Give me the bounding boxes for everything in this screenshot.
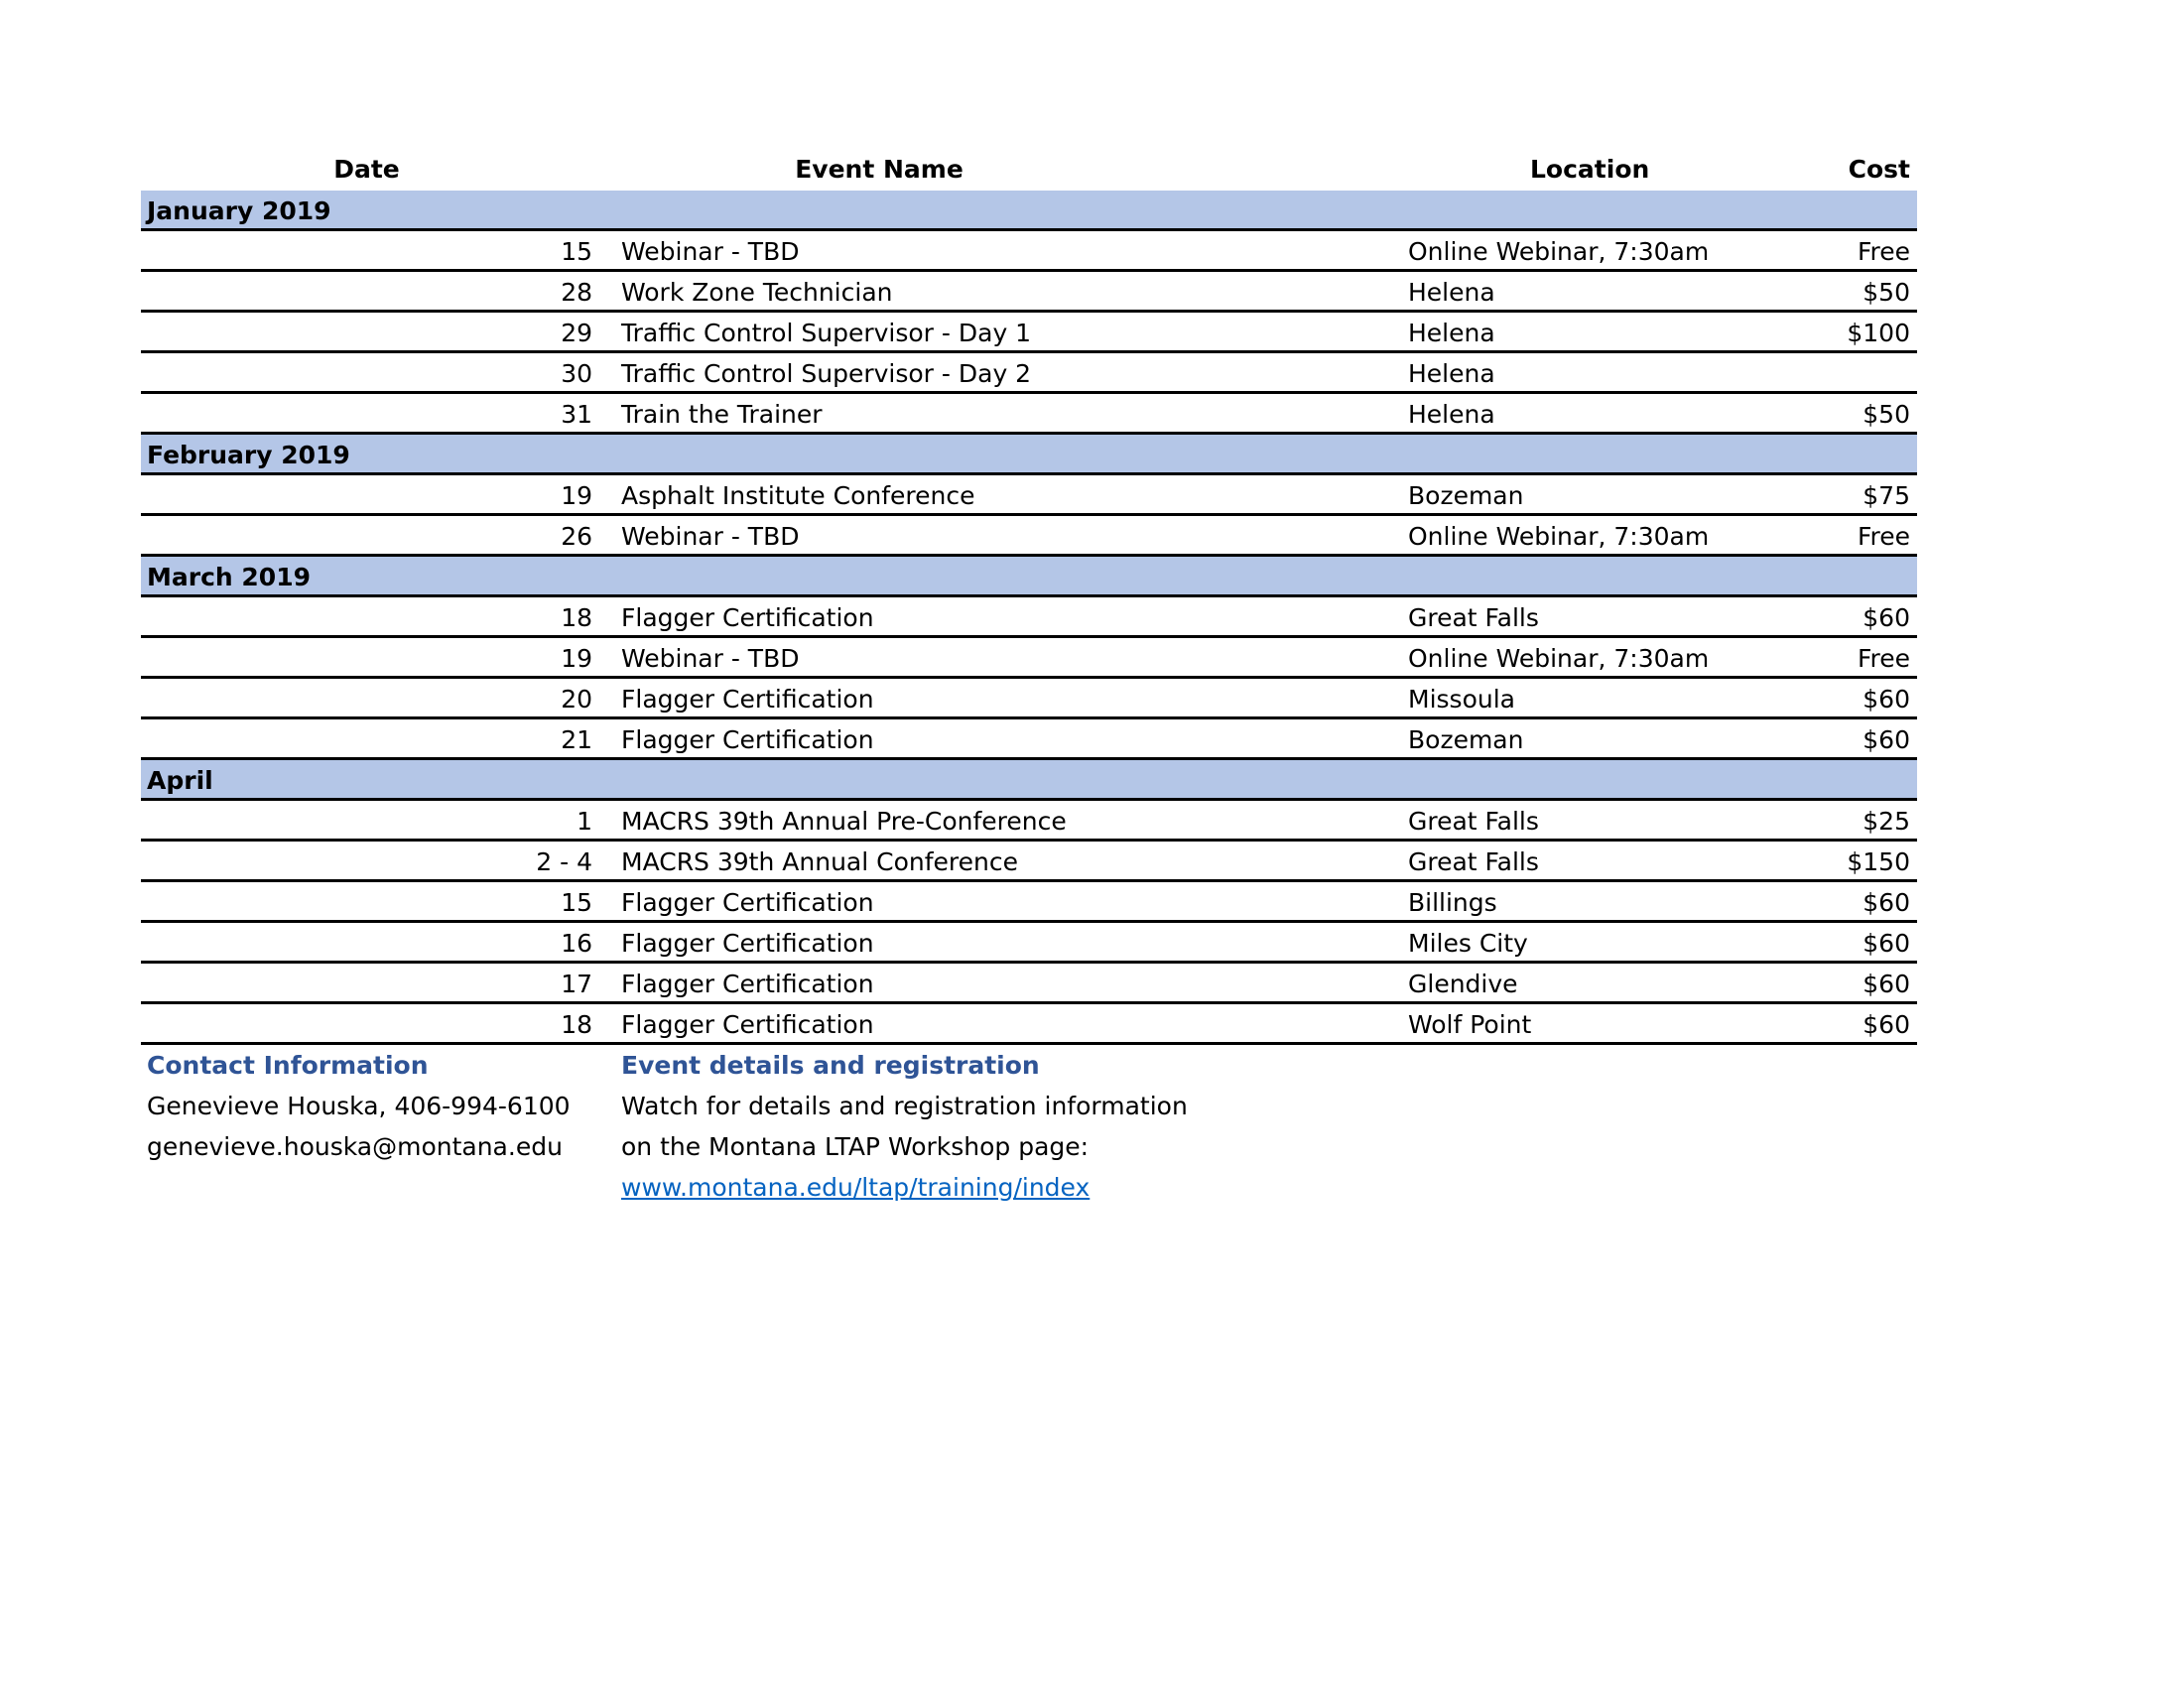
- month-label: January 2019: [147, 196, 331, 225]
- event-row: [141, 801, 1917, 842]
- event-date: 16: [561, 929, 592, 958]
- event-row: [141, 394, 1917, 435]
- event-name: Asphalt Institute Conference: [621, 481, 975, 510]
- event-cost: $60: [1863, 970, 1910, 998]
- event-row: [141, 475, 1917, 516]
- event-location: Helena: [1408, 359, 1495, 388]
- event-name: Traffic Control Supervisor - Day 1: [621, 319, 1032, 347]
- event-date: 1: [577, 807, 592, 836]
- event-name: Traffic Control Supervisor - Day 2: [621, 359, 1032, 388]
- event-row: [141, 964, 1917, 1004]
- event-cost: $60: [1863, 1010, 1910, 1039]
- event-date: 19: [561, 481, 592, 510]
- event-row: [141, 516, 1917, 557]
- event-row: [141, 679, 1917, 719]
- event-location: Online Webinar, 7:30am: [1408, 522, 1710, 551]
- month-section-row: [141, 557, 1917, 597]
- event-location: Online Webinar, 7:30am: [1408, 644, 1710, 673]
- event-cost: Free: [1857, 644, 1910, 673]
- event-name: Flagger Certification: [621, 1010, 874, 1039]
- event-date: 17: [561, 970, 592, 998]
- event-name: Work Zone Technician: [621, 278, 893, 307]
- event-cost: [1768, 353, 1910, 391]
- event-location: Wolf Point: [1408, 1010, 1532, 1039]
- event-location: Missoula: [1408, 685, 1515, 714]
- schedule-rows: [141, 191, 1917, 1045]
- event-date: 26: [561, 522, 592, 551]
- event-date: 28: [561, 278, 592, 307]
- event-row: [141, 272, 1917, 313]
- workshop-page-link[interactable]: www.montana.edu/ltap/training/index: [621, 1173, 1091, 1202]
- event-name: MACRS 39th Annual Pre-Conference: [621, 807, 1067, 836]
- date-column-header: Date: [333, 155, 400, 184]
- contact-email[interactable]: genevieve.houska@montana.edu: [147, 1132, 563, 1161]
- event-name: MACRS 39th Annual Conference: [621, 847, 1018, 876]
- event-date: 20: [561, 685, 592, 714]
- event-location: Helena: [1408, 400, 1495, 429]
- event-row: [141, 923, 1917, 964]
- location-column-header: Location: [1530, 155, 1650, 184]
- event-name: Webinar - TBD: [621, 644, 800, 673]
- event-cost: $60: [1863, 685, 1910, 714]
- event-name: Flagger Certification: [621, 970, 874, 998]
- event-location: Helena: [1408, 319, 1495, 347]
- event-date: 19: [561, 644, 592, 673]
- event-row: [141, 313, 1917, 353]
- event-cost: $60: [1863, 725, 1910, 754]
- month-label: March 2019: [147, 563, 311, 591]
- event-date: 30: [561, 359, 592, 388]
- event-location: Billings: [1408, 888, 1497, 917]
- event-date: 2 - 4: [536, 847, 592, 876]
- event-name: Flagger Certification: [621, 929, 874, 958]
- contact-heading: Contact Information: [147, 1051, 429, 1080]
- registration-line-2: on the Montana LTAP Workshop page:: [621, 1132, 1090, 1161]
- month-section-row: [141, 435, 1917, 475]
- event-date: 31: [561, 400, 592, 429]
- event-location: Bozeman: [1408, 725, 1524, 754]
- event-name-column-header: Event Name: [795, 155, 964, 184]
- event-name: Train the Trainer: [621, 400, 823, 429]
- event-location: Miles City: [1408, 929, 1528, 958]
- footer-info: [141, 1045, 1917, 1214]
- event-cost: Free: [1857, 522, 1910, 551]
- event-location: Great Falls: [1408, 807, 1539, 836]
- event-cost: $50: [1863, 278, 1910, 307]
- event-row: [141, 231, 1917, 272]
- event-row: [141, 353, 1917, 394]
- event-date: 21: [561, 725, 592, 754]
- event-date: 18: [561, 603, 592, 632]
- event-location: Glendive: [1408, 970, 1518, 998]
- event-schedule-table: [141, 149, 1917, 1214]
- event-cost: $60: [1863, 929, 1910, 958]
- event-location: Online Webinar, 7:30am: [1408, 237, 1710, 266]
- event-date: 18: [561, 1010, 592, 1039]
- event-date: 15: [561, 888, 592, 917]
- registration-section: [621, 1045, 1188, 1208]
- event-cost: Free: [1857, 237, 1910, 266]
- event-cost: $25: [1863, 807, 1910, 836]
- event-row: [141, 882, 1917, 923]
- registration-heading: Event details and registration: [621, 1051, 1040, 1080]
- month-section-row: [141, 191, 1917, 231]
- event-name: Flagger Certification: [621, 888, 874, 917]
- registration-line-1: Watch for details and registration information: [621, 1092, 1188, 1120]
- event-row: [141, 719, 1917, 760]
- month-label: April: [147, 766, 213, 795]
- event-cost: $60: [1863, 603, 1910, 632]
- event-row: [141, 1004, 1917, 1045]
- event-name: Flagger Certification: [621, 685, 874, 714]
- event-location: Bozeman: [1408, 481, 1524, 510]
- event-cost: $75: [1863, 481, 1910, 510]
- event-row: [141, 597, 1917, 638]
- event-location: Great Falls: [1408, 847, 1539, 876]
- event-name: Flagger Certification: [621, 603, 874, 632]
- contact-name-phone: Genevieve Houska, 406-994-6100: [147, 1092, 571, 1120]
- month-label: February 2019: [147, 441, 350, 469]
- event-cost: $50: [1863, 400, 1910, 429]
- event-location: Great Falls: [1408, 603, 1539, 632]
- event-row: [141, 638, 1917, 679]
- cost-column-header: Cost: [1848, 155, 1910, 184]
- contact-section: [147, 1045, 571, 1167]
- event-date: 15: [561, 237, 592, 266]
- month-section-row: [141, 760, 1917, 801]
- table-header-row: [141, 149, 1917, 191]
- event-cost: $60: [1863, 888, 1910, 917]
- event-cost: $100: [1847, 319, 1910, 347]
- event-name: Webinar - TBD: [621, 237, 800, 266]
- event-cost: $150: [1847, 847, 1910, 876]
- event-date: 29: [561, 319, 592, 347]
- event-name: Webinar - TBD: [621, 522, 800, 551]
- event-row: [141, 842, 1917, 882]
- event-name: Flagger Certification: [621, 725, 874, 754]
- event-location: Helena: [1408, 278, 1495, 307]
